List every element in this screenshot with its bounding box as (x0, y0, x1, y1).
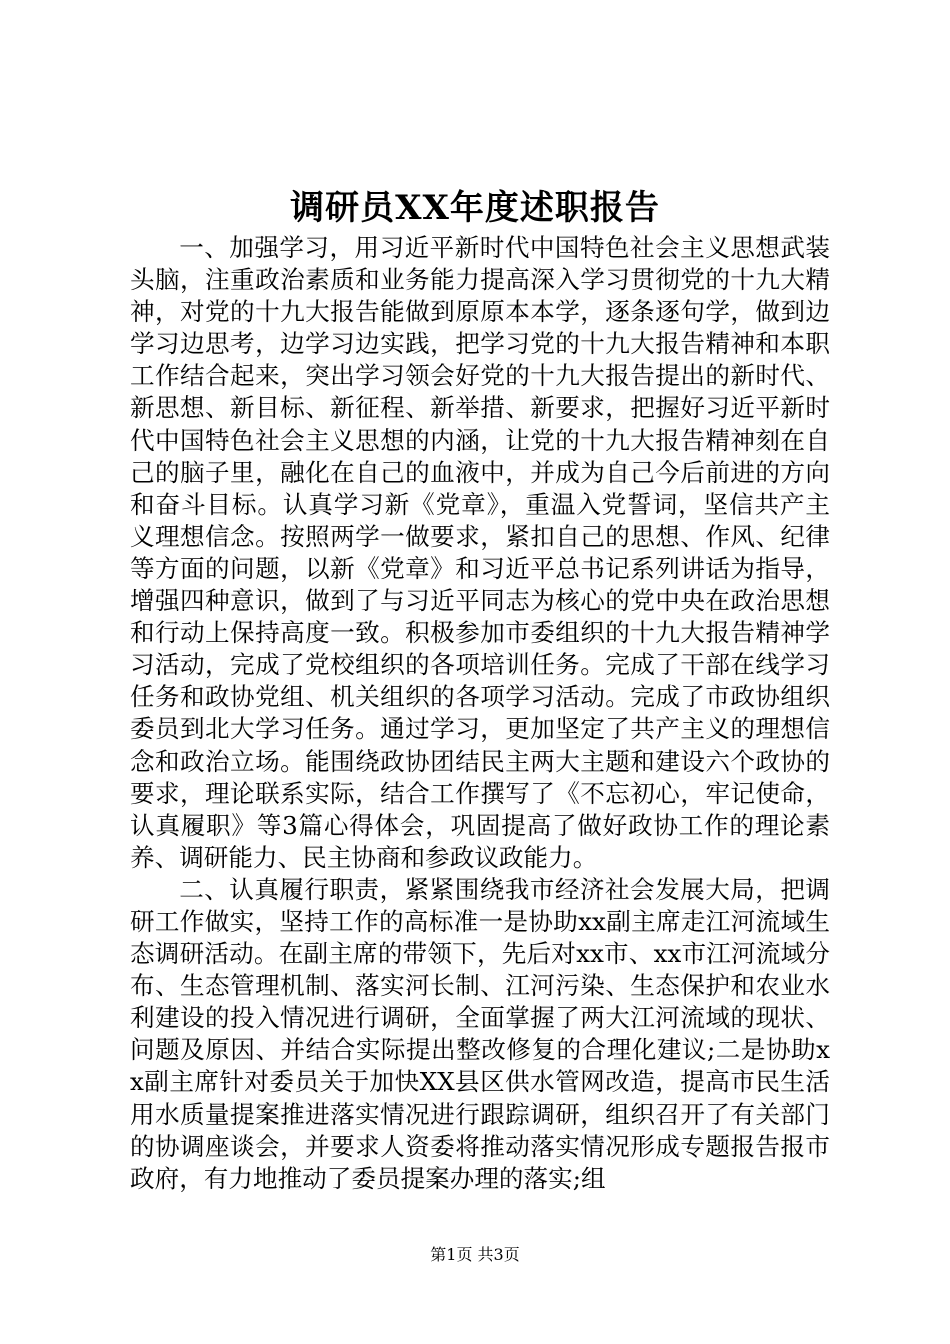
paragraph-1: 一、加强学习，用习近平新时代中国特色社会主义思想武装头脑，注重政治素质和业务能力提高深入学习贯彻党的十九大精神，对党的十九大报告能做到原原本本学，逐条逐句学，做到边学习边思考，边学习边实践，把学习党的十九大报告精神和本职工作结合起来，突出学习领会好党的十九大报告提出的新时代、新思想、新目标、新征程、新举措、新要求，把握好习近平新时代中国特色社会主义思想的内涵，让党的十九大报告精神刻在自己的脑子里，融化在自己的血液中，并成为自己今后前进的方向和奋斗目标。认真学习新《党章》，重温入党誓词，坚信共产主义理想信念。按照两学一做要求，紧扣自己的思想、作风、纪律等方面的问题，以新《党章》和习近平总书记系列讲话为指导，增强四种意识，做到了与习近平同志为核心的党中央在政治思想和行动上保持高度一致。积极参加市委组织的十九大报告精神学习活动，完成了党校组织的各项培训任务。完成了干部在线学习任务和政协党组、机关组织的各项学习活动。完成了市政协组织委员到北大学习任务。通过学习，更加坚定了共产主义的理想信念和政治立场。能围绕政协团结民主两大主题和建设六个政协的要求，理论联系实际，结合工作撰写了《不忘初心，牢记使命，认真履职》等3篇心得体会，巩固提高了做好政协工作的理论素养、调研能力、民主协商和参政议政能力。 (130, 233, 830, 872)
page-number: 第1页 共3页 (430, 1245, 520, 1264)
paragraph-2: 二、认真履行职责，紧紧围绕我市经济社会发展大局，把调研工作做实，坚持工作的高标准一是协助xx副主席走江河流域生态调研活动。在副主席的带领下，先后对xx市、xx市江河流域分布、生态管理机制、落实河长制、江河污染、生态保护和农业水利建设的投入情况进行调研，全面掌握了两大江河流域的现状、问题及原因、并结合实际提出整改修复的合理化建议;二是协助xx副主席针对委员关于加快XX县区供水管网改造，提高市民生活用水质量提案推进落实情况进行跟踪调研，组织召开了有关部门的协调座谈会，并要求人资委将推动落实情况形成专题报告报市政府，有力地推动了委员提案办理的落实;组 (130, 874, 830, 1193)
document-title: 调研员XX年度述职报告 (290, 188, 660, 228)
document-body (130, 232, 830, 1195)
